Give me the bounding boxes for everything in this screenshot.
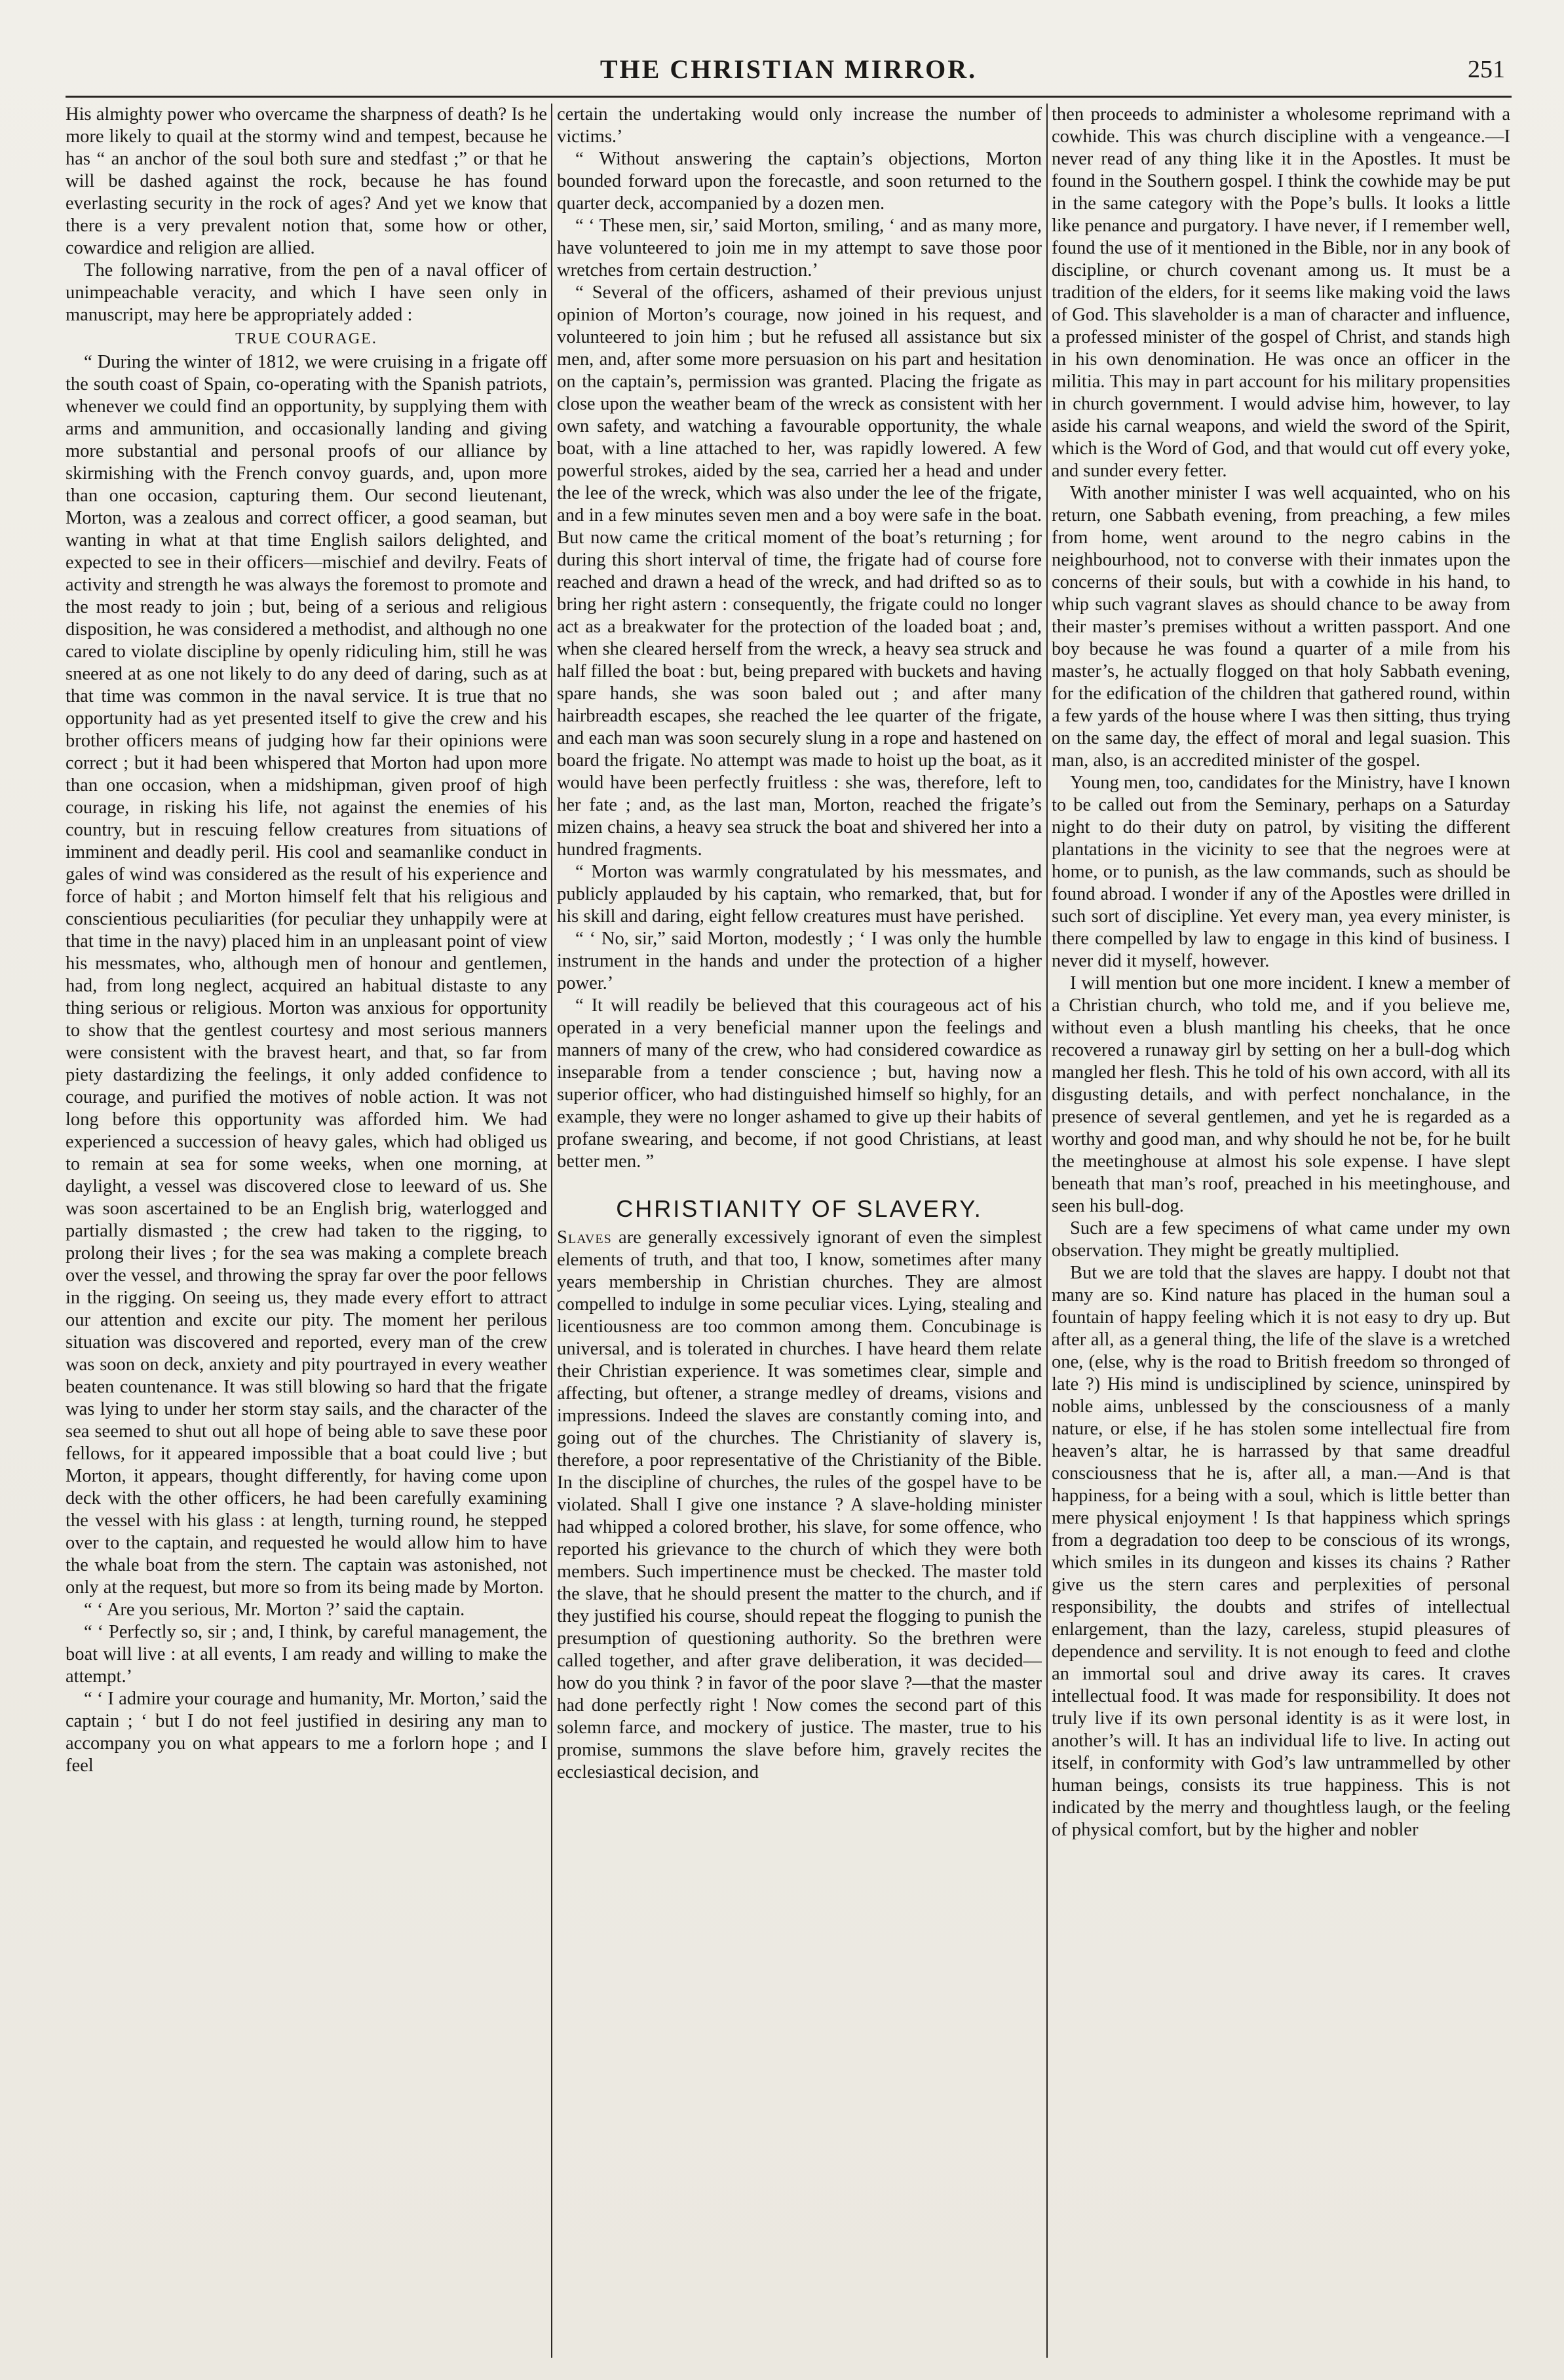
paragraph: But we are told that the slaves are happy. I doubt not that many are so. Kind nature has placed in the human soul a fountain of happy feeling which it is not easy to dry up. But after all, as a general thing, the life of the slave is a wretched one, (else, why is the road to British freedom so thronged of late ?) His mind is undisciplined by science, uninspired by noble aims, unblessed by the consciousness of a manly nature, or else, if he has stolen some intellectual fire from heaven’s altar, he is harrassed by that same dreadful consciousness that he is, after all, a man.—And is that happiness, for a being with a soul, which is little better than mere physical enjoyment ! Is that happiness which springs from a degradation too deep to be conscious of its wrongs, which smiles in its dungeon and kisses its chains ? Rather give us the stern cares and perplexities of personal responsibility, the doubts and strifes of intellectual enlargement, than the lazy, careless, stupid pleasures of dependence and servility. It is not enough to feed and clothe an immortal soul and drive away its cares. It craves intellectual food. It was made for responsibility. It does not truly live if its own personal identity is as it were lost, in another’s will. It has an individual life to live. In acting out itself, in conformity with God’s law untrammelled by other human beings, consists its true happiness. This is not indicated by the merry and thoughtless laugh, or the feeling of physical comfort, but by the higher and nobler (1052, 1263, 1510, 1840)
paragraph: certain the undertaking would only increase the number of victims.’ (557, 104, 1042, 147)
column-2 (557, 104, 1042, 2358)
page-number: 251 (1468, 56, 1505, 83)
column-3 (1052, 104, 1510, 2358)
paragraph: The following narrative, from the pen of a naval officer of unimpeachable veracity, and which I have seen only in manuscript, may here be appropriately added : (66, 260, 547, 325)
paragraph-text: are generally excessively ignorant of even the simplest elements of truth, and that too, I know, sometimes after many years membership in Christian churches. They are almost compelled to indulge in some peculiar vices. Lying, stealing and licentiousness are too common among them. Concubinage is universal, and is tolerated in churches. I have heard them relate their Christian experience. It was sometimes clear, simple and affecting, but oftener, a strange medley of dreams, visions and impressions. Indeed the slaves are constantly coming into, and going out of the churches. The Christianity of slavery is, therefore, a poor representative of the Christianity of the Bible. In the discipline of churches, the rules of the gospel have to be violated. Shall I give one instance ? A slave-holding minister had whipped a colored brother, his slave, for some offence, who reported his grievance to the church of which they were both members. Such impertinence must be checked. The master told the slave, that he should present the matter to the church, and if they justified his course, should repeat the flogging to punish the presumption of questioning authority. So the brethren were called together, and after grave deliberation, it was decided—how do you think ? in favor of the poor slave ?—that the master had done perfectly right ! Now comes the second part of this solemn farce, and mockery of justice. The master, true to his promise, summons the slave before him, gravely recites the ecclesiastical decision, and (557, 1227, 1042, 1782)
paragraph: “ Without answering the captain’s objections, Morton bounded forward upon the forecastle, and soon returned to the quarter deck, accompanied by a dozen men. (557, 149, 1042, 214)
paragraph: “ ‘ Are you serious, Mr. Morton ?’ said the captain. (84, 1600, 465, 1620)
paragraph: “ ‘ These men, sir,’ said Morton, smiling, ‘ and as many more, have volunteered to join me in my attempt to save those poor wretches from certain destruction.’ (557, 216, 1042, 280)
paragraph: “ It will readily be believed that this courageous act of his operated in a very beneficial manner upon the feelings and manners of many of the crew, who had considered cowardice as inseparable from a tender conscience ; but, having now a superior officer, who had distinguished himself so highly, for an example, they were no longer ashamed to give up their habits of profane swearing, and become, if not good Christians, at least better men. ” (557, 995, 1042, 1172)
paragraph: “ ‘ I admire your courage and humanity, Mr. Morton,’ said the captain ; ‘ but I do not feel justified in desiring any man to accompany you on what appears to me a forlorn hope ; and I feel (66, 1689, 547, 1776)
header-rule (66, 96, 1512, 98)
paragraph: I will mention but one more incident. I knew a member of a Christian church, who told me, and if you believe me, without even a blush mantling his cheeks, that he once recovered a runaway girl by setting on her a bull-dog which mangled her flesh. This he told of his own accord, with all its disgusting details, and with perfect nonchalance, in the presence of several gentlemen, and yet he is regarded as a worthy and good man, and why should he not be, for he built the meetinghouse at almost his sole expense. I have slept beneath that man’s roof, preached in his meetinghouse, and seen his bull-dog. (1052, 973, 1510, 1216)
lead-word: Slaves (557, 1227, 612, 1248)
paragraph: With another minister I was well acquainted, who on his return, one Sabbath evening, from preaching, a few miles from home, went around to the negro cabins in the neighbourhood, not to converse with their inmates upon the concerns of their souls, but with a cowhide in his hand, to whip such vagrant slaves as should chance to be away from their master’s premises without a written passport. And one boy because he was found a quarter of a mile from his master’s, he actually flogged on that holy Sabbath evening, for the edification of the children that gathered round, within a few yards of the house where I was then sitting, thus trying on the same day, the effect of moral and legal suasion. This man, also, is an accredited minister of the gospel. (1052, 483, 1510, 771)
paragraph: “ ‘ Perfectly so, sir ; and, I think, by careful management, the boat will live : at all events, I am ready and willing to make the attempt.’ (66, 1622, 547, 1687)
column-divider (551, 104, 552, 2358)
page-header (66, 54, 1512, 100)
masthead-title: THE CHRISTIAN MIRROR. (600, 54, 978, 84)
column-divider (1046, 104, 1048, 2358)
story-subheading: TRUE COURAGE. (235, 330, 377, 347)
column-1 (66, 104, 547, 2358)
paragraph: “ Several of the officers, ashamed of their previous unjust opinion of Morton’s courage, now joined in his request, and volunteered to join him ; but he refused all assistance but six men, and, after some more persuasion on his part and hesitation on the captain’s, permission was granted. Placing the frigate as close upon the weather beam of the wreck as consistent with her own safety, and watching a favourable opportunity, the whale boat, with a line attached to her, was rapidly lowered. A few powerful strokes, aided by the sea, carried her a head and under the lee of the wreck, which was also under the lee of the frigate, and in a few minutes seven men and a boy were safe in the boat. But now came the critical moment of the boat’s returning ; for during this short interval of time, the frigate had of course fore reached and drawn a head of the wreck, and had drifted so as to bring her right astern : consequently, the frigate could no longer act as a breakwater for the protection of the loaded boat ; and, when she cleared herself from the wreck, a heavy sea struck and half filled the boat : but, being prepared with buckets and having spare hands, she was soon baled out ; and after many hairbreadth escapes, she reached the lee quarter of the frigate, and each man was soon securely slung in a rope and hastened on board the frigate. No attempt was made to hoist up the boat, as it would have been perfectly fruitless : she was, therefore, left to her fate ; and, as the last man, Morton, reached the frigate’s mizen chains, a heavy sea struck the boat and shivered her into a hundred fragments. (557, 282, 1042, 860)
paragraph: Such are a few specimens of what came under my own observation. They might be greatly multiplied. (1052, 1218, 1510, 1261)
paragraph: His almighty power who overcame the sharpness of death? Is he more likely to quail at the stormy wind and tempest, because he has “ an anchor of the soul both sure and stedfast ;” or that he will be dashed against the rock, because he has found everlasting security in the rock of ages? And yet we know that there is a very prevalent notion that, some how or other, cowardice and religion are allied. (66, 104, 547, 258)
article-heading: CHRISTIANITY OF SLAVERY. (616, 1195, 983, 1222)
paragraph: “ Morton was warmly congratulated by his messmates, and publicly applauded by his captain, who remarked, that, but for his skill and daring, eight fellow creatures must have perished. (557, 862, 1042, 927)
paragraph: “ ‘ No, sir,” said Morton, modestly ; ‘ I was only the humble instrument in the hands and under the protection of a higher power.’ (557, 929, 1042, 993)
paragraph: then proceeds to administer a wholesome reprimand with a cowhide. This was church discipline with a vengeance.—I never read of any thing like it in the Apostles. It must be found in the Southern gospel. I think the cowhide may be put in the same category with the Pope’s bulls. It looks a little like penance and purgatory. I have never, if I remember well, found the use of it mentioned in the Bible, nor in any book of discipline, or church covenant among us. It must be a tradition of the elders, for it seems like making void the laws of God. This slaveholder is a man of character and influence, a professed minister of the gospel of Christ, and stands high in his own denomination. He was once an officer in the militia. This may in part account for his military propensities in church government. I would advise him, however, to lay aside his carnal weapons, and wield the sword of the Spirit, which is the Word of God, and that would cut off every yoke, and sunder every fetter. (1052, 104, 1510, 481)
paragraph: “ During the winter of 1812, we were cruising in a frigate off the south coast of Spain, co-operating with the Spanish patriots, whenever we could find an opportunity, by supplying them with arms and ammunition, and occasionally landing and giving more substantial and personal proofs of our alliance by skirmishing with the French convoy guards, and, upon more than one occasion, capturing them. Our second lieutenant, Morton, was a zealous and correct officer, a good seaman, but wanting in what at that time English sailors delighted, and expected to see in their officers—mischief and devilry. Feats of activity and strength he was always the foremost to promote and the most ready to join ; but, being of a serious and religious disposition, he was considered a methodist, and although no one cared to violate discipline by openly ridiculing him, still he was sneered at as one not likely to do any deed of daring, such as at that time was common in the naval service. It is true that no opportunity had as yet presented itself to give the crew and his brother officers means of judging how far their opinions were correct ; but it had been whispered that Morton had upon more than one occasion, when a midshipman, given proof of high courage, in risking his life, not against the enemies of his country, but in rescuing fellow creatures from situations of imminent and deadly peril. His cool and seamanlike conduct in gales of wind was considered as the result of his experience and force of habit ; and Morton himself felt that his religious and conscientious peculiarities (for peculiar they unhappily were at that time in the navy) placed him in an unpleasant point of view his messmates, who, although men of honour and gentlemen, had, from long neglect, acquired an habitual distaste to any thing serious or religious. Morton was anxious for opportunity to show that the gentlest courtesy and most serious manners were consistent with the bravest heart, and that, so far from piety dastardizing the feelings, it only added confidence to courage, and purified the motives of noble action. It was not long before this opportunity was afforded him. We had experienced a succession of heavy gales, which had obliged us to remain at sea for some weeks, when one morning, at daylight, a vessel was discovered close to leeward of us. She was soon ascertained to be an English brig, waterlogged and partially dismasted ; the crew had taken to the rigging, to prolong their lives ; for the sea was making a complete breach over the vessel, and throwing the spray far over the poor fellows in the rigging. On seeing us, they made every effort to attract our attention and excite our pity. The moment her perilous situation was discovered and reported, every man of the crew was soon on deck, anxiety and pity pourtrayed in every weather beaten countenance. It was still blowing so hard that the frigate was lying to under her storm stay sails, and the character of the sea seemed to shut out all hope of being able to save these poor fellows, for it appeared impossible that a boat could live ; but Morton, it appears, thought differently, for having come upon deck with the other officers, he had been carefully examining the vessel with his glass : at length, turning round, he stepped over to the captain, and requested he would allow him to have the whale boat from the stern. The captain was astonished, not only at the request, but more so from its being made by Morton. (66, 352, 547, 1598)
paragraph (557, 1227, 1042, 1784)
paragraph: Young men, too, candidates for the Ministry, have I known to be called out from the Seminary, perhaps on a Saturday night to do their duty on patrol, by visiting the different plantations in the vicinity to see that the negroes were at home, or to punish, as the law commands, such as should be found abroad. I wonder if any of the Apostles were drilled in such sort of discipline. Yet every man, yea every minister, is there compelled by law to engage in this kind of business. I never did it myself, however. (1052, 773, 1510, 971)
